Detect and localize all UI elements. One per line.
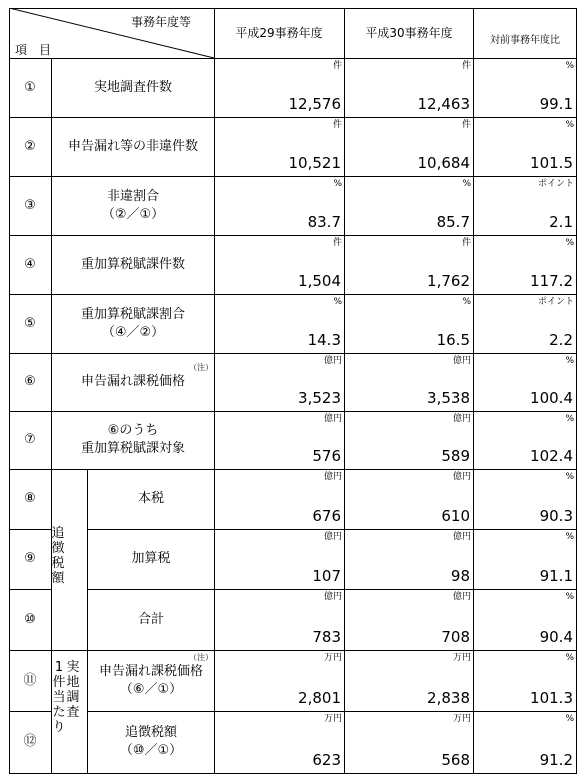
- unit-label: %: [333, 297, 342, 307]
- value-cell: 101.3: [530, 689, 573, 707]
- value-cell: 100.4: [530, 389, 573, 407]
- value-cell: 2.1: [549, 213, 573, 231]
- row-label: 追徴税額: [124, 725, 178, 740]
- unit-label: 件: [461, 238, 471, 248]
- value-cell: 99.1: [539, 95, 573, 113]
- row-label: 非違割合: [106, 188, 160, 204]
- value-cell: 3,523: [298, 389, 341, 407]
- tax-statistics-table: [9, 8, 577, 774]
- row-note: （注）: [189, 652, 213, 662]
- value-cell: 1,504: [298, 272, 341, 290]
- value-cell: 90.4: [539, 628, 573, 646]
- unit-label: %: [462, 179, 471, 189]
- value-cell: 2,801: [298, 689, 341, 707]
- value-cell: 610: [441, 507, 470, 525]
- value-cell: 623: [312, 751, 341, 769]
- per-case-label-b: 実地調査: [66, 660, 80, 720]
- row-number: ⑧: [24, 491, 36, 506]
- header-fy29: 平成29事務年度: [235, 26, 323, 40]
- unit-label: %: [565, 472, 574, 482]
- value-cell: 568: [441, 751, 470, 769]
- unit-label: ポイント: [537, 297, 574, 307]
- tax-group-label: 追徴税額: [51, 526, 65, 586]
- value-cell: 91.2: [539, 751, 573, 769]
- value-cell: 2.2: [549, 331, 573, 349]
- row-label: ⑥のうち: [107, 423, 159, 438]
- row-number: ⑦: [24, 432, 36, 447]
- value-cell: 3,538: [427, 389, 470, 407]
- unit-label: %: [565, 356, 574, 366]
- unit-label: 億円: [323, 472, 342, 482]
- unit-label: %: [565, 653, 574, 663]
- value-cell: 14.3: [307, 331, 341, 349]
- unit-label: 件: [461, 120, 471, 130]
- row-label: 申告漏れ課税価格: [98, 663, 204, 679]
- value-cell: 708: [441, 628, 470, 646]
- row-number: ⑨: [24, 551, 36, 566]
- col-sep-3: [473, 8, 474, 774]
- header-fy30: 平成30事務年度: [365, 26, 453, 40]
- row-number: ⑪: [23, 672, 37, 688]
- row-number: ⑩: [24, 611, 36, 627]
- value-cell: 589: [441, 447, 470, 465]
- unit-label: %: [565, 414, 574, 424]
- unit-label: 件: [332, 120, 342, 130]
- unit-label: %: [462, 297, 471, 307]
- unit-label: 億円: [452, 414, 471, 424]
- table-border-right: [576, 8, 577, 774]
- row-number: ⑤: [24, 315, 36, 331]
- unit-label: %: [565, 61, 574, 71]
- group-col-sep: [87, 469, 88, 774]
- value-cell: 2,838: [427, 689, 470, 707]
- unit-label: 件: [332, 238, 342, 248]
- value-cell: 101.5: [530, 154, 573, 172]
- unit-label: 億円: [452, 532, 471, 542]
- row-label: 合計: [137, 611, 165, 627]
- value-cell: 676: [312, 507, 341, 525]
- table-border-bottom: [9, 773, 577, 774]
- row-number: ①: [24, 79, 36, 95]
- row-label: 加算税: [131, 551, 171, 566]
- value-cell: 85.7: [436, 213, 470, 231]
- value-cell: 107: [312, 567, 341, 585]
- row-label-formula: （④／②）: [101, 324, 165, 340]
- value-cell: 117.2: [530, 272, 573, 290]
- unit-label: %: [565, 238, 574, 248]
- unit-label: 万円: [452, 653, 471, 663]
- header-yoy: 対前事務年度比: [490, 35, 560, 46]
- value-cell: 91.1: [539, 567, 573, 585]
- row-label: 申告漏れ等の非違件数: [67, 138, 199, 154]
- value-cell: 12,463: [417, 95, 470, 113]
- row-label: 重加算税賦課割合: [80, 306, 186, 322]
- row-label: 本税: [137, 491, 165, 506]
- per-case-label-a: 1件当たり: [52, 660, 66, 735]
- unit-label: %: [565, 592, 574, 602]
- unit-label: %: [565, 532, 574, 542]
- value-cell: 783: [312, 628, 341, 646]
- row-label-formula: （⑩／①）: [119, 743, 183, 758]
- row-label-formula: （⑥／①）: [119, 681, 183, 697]
- unit-label: 億円: [452, 472, 471, 482]
- value-cell: 576: [312, 447, 341, 465]
- col-sep-1: [214, 8, 215, 774]
- row-label: 申告漏れ課税価格: [80, 374, 186, 389]
- header-corner-top: 事務年度等: [131, 15, 192, 29]
- unit-label: 億円: [323, 592, 342, 602]
- value-cell: 10,521: [288, 154, 341, 172]
- unit-label: 億円: [452, 356, 471, 366]
- unit-label: 億円: [323, 356, 342, 366]
- unit-label: %: [333, 179, 342, 189]
- unit-label: 億円: [323, 414, 342, 424]
- row-label-formula: 重加算税賦課対象: [80, 441, 186, 456]
- value-cell: 12,576: [288, 95, 341, 113]
- row-number: ⑥: [24, 374, 36, 389]
- row-number: ⑫: [23, 734, 37, 749]
- col-sep-2: [344, 8, 345, 774]
- value-cell: 10,684: [417, 154, 470, 172]
- unit-label: %: [565, 714, 574, 724]
- value-cell: 83.7: [307, 213, 341, 231]
- value-cell: 1,762: [427, 272, 470, 290]
- row-number: ②: [24, 138, 36, 154]
- value-cell: 98: [450, 567, 470, 585]
- row-label: 重加算税賦課件数: [80, 256, 186, 272]
- unit-label: 万円: [323, 714, 342, 724]
- unit-label: 万円: [452, 714, 471, 724]
- unit-label: 件: [332, 61, 342, 71]
- unit-label: 万円: [323, 653, 342, 663]
- unit-label: 億円: [323, 532, 342, 542]
- row-note: （注）: [189, 363, 213, 372]
- unit-label: 億円: [452, 592, 471, 602]
- value-cell: 16.5: [436, 331, 470, 349]
- table-border-left: [9, 8, 10, 774]
- unit-label: 件: [461, 61, 471, 71]
- unit-label: %: [565, 120, 574, 130]
- unit-label: ポイント: [537, 179, 574, 189]
- row-number: ③: [24, 197, 36, 213]
- row-label: 実地調査件数: [93, 79, 173, 95]
- value-cell: 90.3: [539, 507, 573, 525]
- row-number: ④: [24, 256, 36, 272]
- header-corner-bottom: 項 目: [15, 43, 52, 57]
- value-cell: 102.4: [530, 447, 573, 465]
- row-label-formula: （②／①）: [101, 206, 165, 222]
